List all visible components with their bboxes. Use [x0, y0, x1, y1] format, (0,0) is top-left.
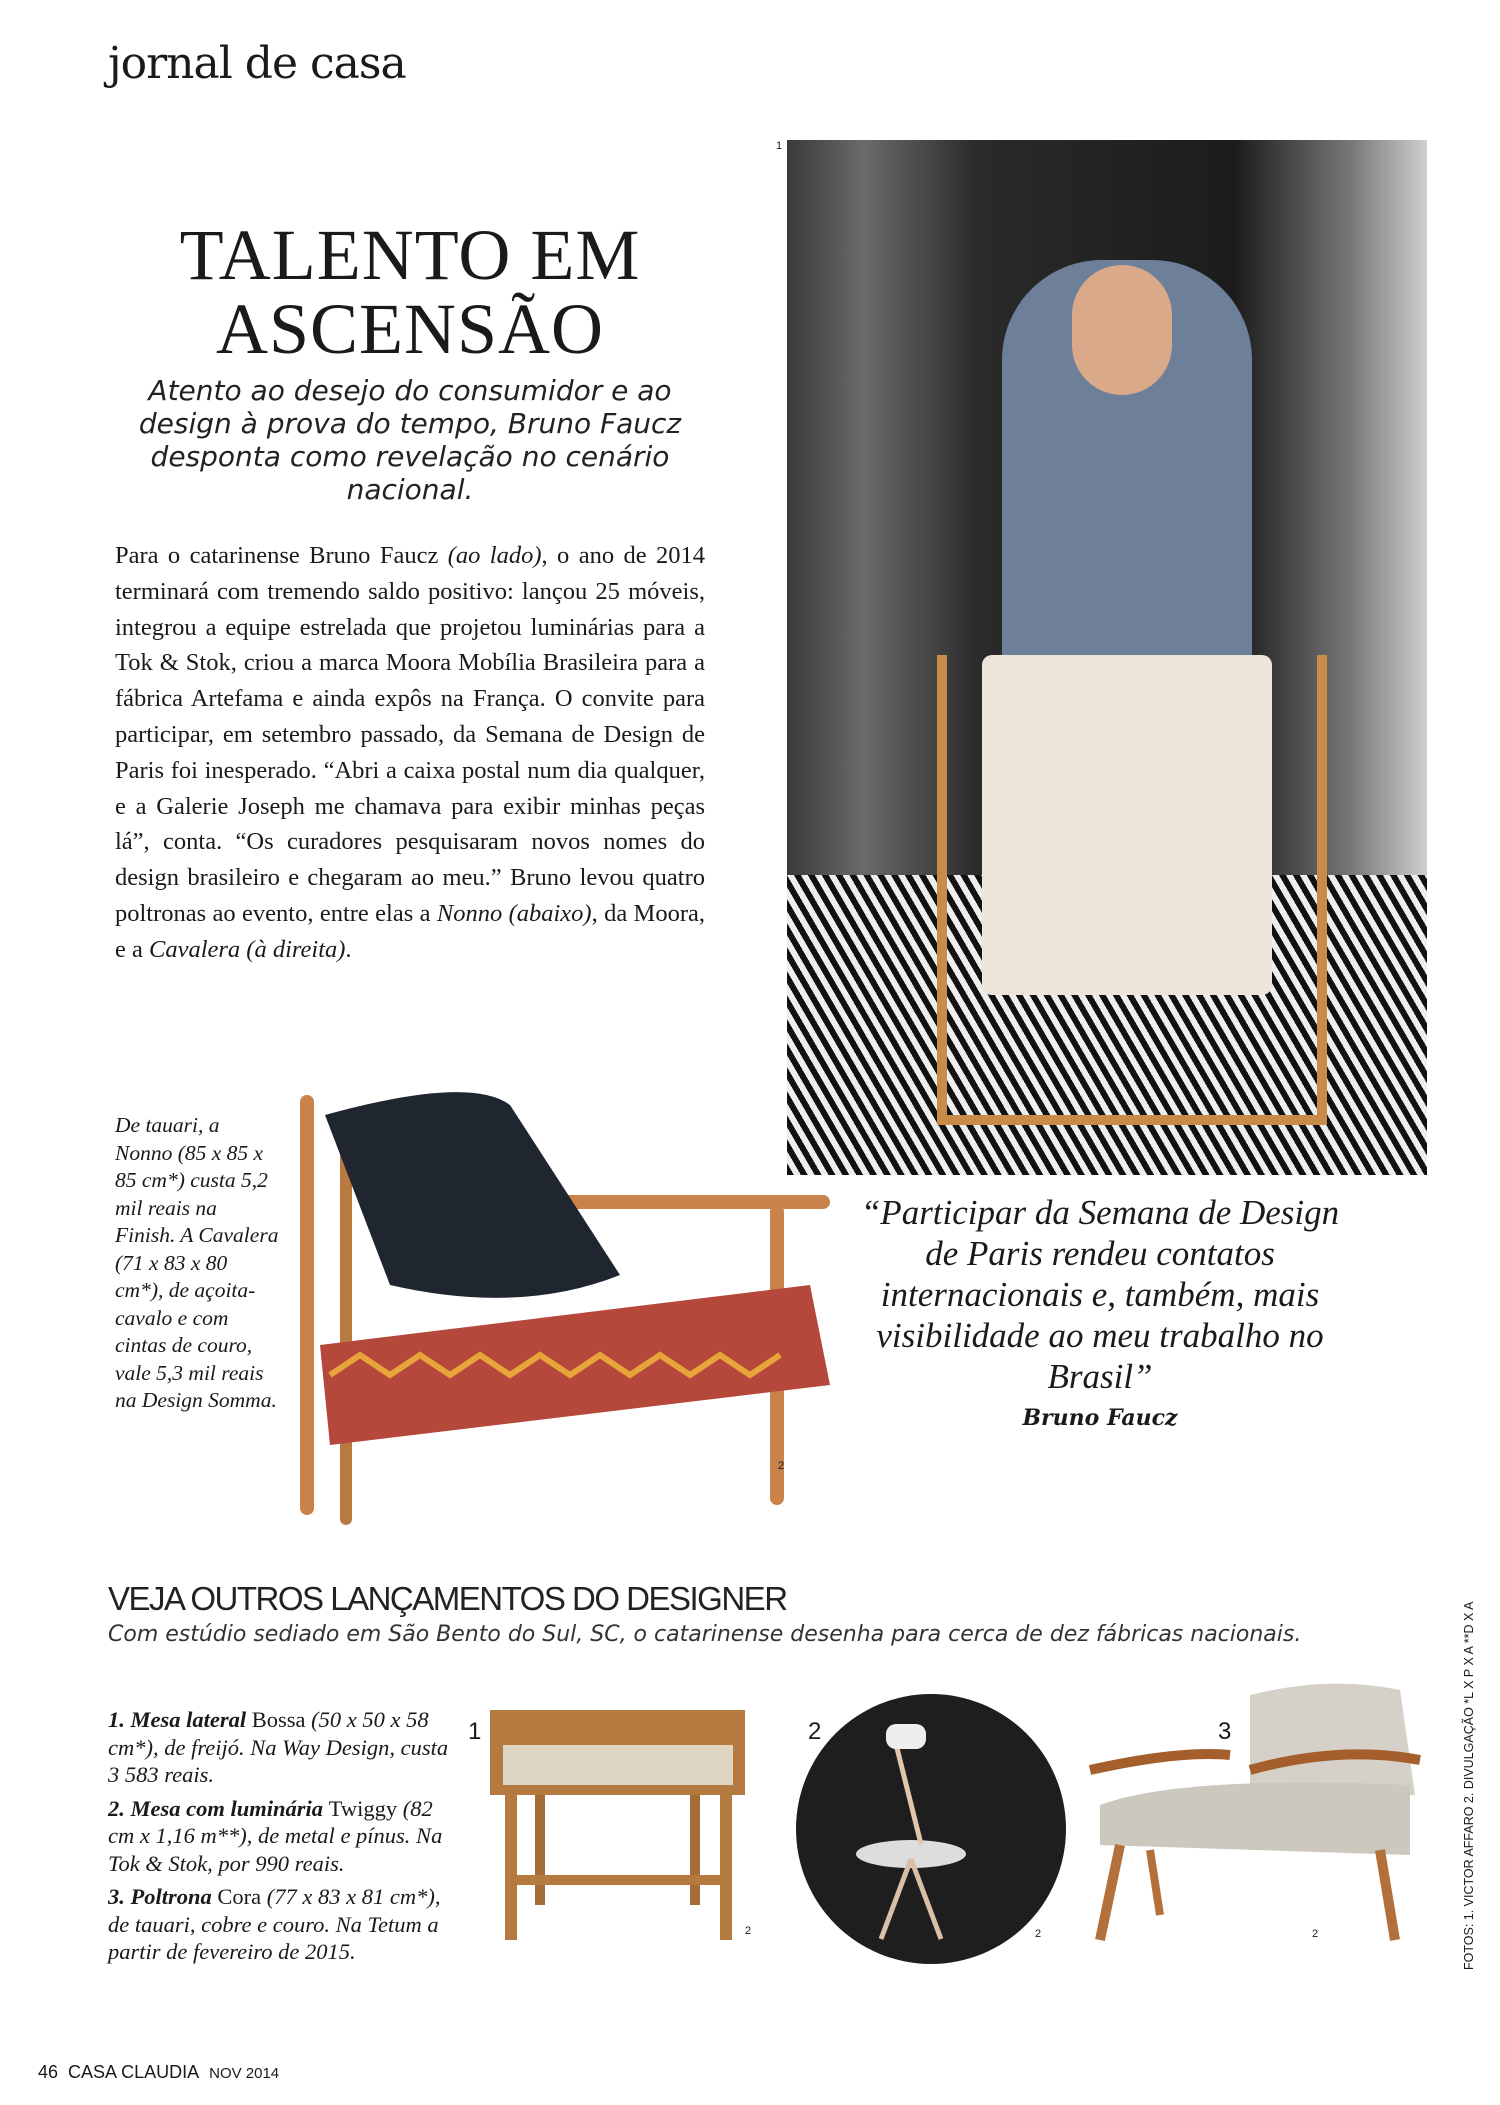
nonno-chair-image	[270, 1085, 850, 1535]
body-text: .	[345, 935, 352, 963]
twiggy-lamp-table-image	[796, 1694, 1066, 1964]
body-text: Cavalera (à direita)	[149, 935, 346, 963]
side-table-image	[485, 1705, 755, 1945]
list-item	[108, 1706, 453, 1789]
photo-credit-number: 2	[1035, 1928, 1042, 1940]
photo-credit-number: 2	[1312, 1928, 1319, 1940]
item-name: Twiggy	[328, 1795, 398, 1821]
item-name: Cora	[217, 1884, 262, 1909]
body-text: (ao lado)	[447, 542, 542, 569]
photo-credit-number: 2	[745, 1925, 752, 1937]
launches-list	[108, 1706, 453, 1972]
title-line: ASCENSÃO	[215, 289, 605, 369]
product-number: 2	[808, 1718, 822, 1745]
photo-label: 2	[778, 1460, 785, 1472]
photo-credits: FOTOS: 1. VICTOR AFFARO 2. DIVULGAÇÃO *L X P X A **D X A	[1462, 1601, 1476, 1970]
issue-date: NOV 2014	[209, 2065, 280, 2082]
body-text: Nonno (abaixo)	[436, 899, 592, 927]
item-type: Mesa com luminária	[130, 1795, 324, 1821]
product-number: 3	[1218, 1718, 1232, 1745]
photo-label: 1	[776, 140, 783, 152]
body-text: Para o catarinense Bruno Faucz	[115, 542, 448, 569]
item-number: 1.	[108, 1707, 125, 1732]
article-subtitle: Atento ao desejo do consumidor e ao design à prova do tempo, Bruno Faucz desponta como revelação no cenário nacional.	[138, 374, 682, 506]
item-type: Poltrona	[130, 1884, 212, 1909]
product-number: 1	[468, 1718, 482, 1745]
item-number: 2.	[108, 1795, 125, 1821]
item-name: Bossa	[251, 1707, 306, 1732]
page-footer	[38, 2062, 279, 2083]
quote-author: Bruno Faucz	[1022, 1405, 1178, 1431]
list-item	[108, 1883, 453, 1966]
cora-armchair-image	[1080, 1675, 1425, 1945]
title-line: TALENTO EM	[179, 215, 641, 295]
list-item	[108, 1795, 453, 1878]
item-desc: (50 x 50 x 58 cm*), de freijó. Na Way Design, custa 3 583 reais.	[108, 1707, 449, 1787]
body-text: , o ano de 2014 terminará com tremendo saldo positivo: lançou 25 móveis, integrou a equipe estrelada que projetou luminárias para a Tok & Stok, criou a marca Moora Mobília Brasileira para a fábrica Artefama e ainda expôs na França. O convite para participar, em setembro passado, da Semana de Design de Paris foi inesperado. “Abri a caixa postal num dia qualquer, e a Galerie Joseph me chamava para exibir minhas peças lá”, conta. “Os curadores pesquisaram novos nomes do design brasileiro e chegaram ao meu.” Bruno levou quatro poltronas ao evento, entre elas a	[115, 542, 706, 927]
section-title: jornal de casa	[108, 38, 406, 89]
item-desc: (77 x 83 x 81 cm*), de tauari, cobre e couro. Na Tetum a partir de fevereiro de 2015.	[108, 1884, 441, 1964]
item-type: Mesa lateral	[130, 1707, 247, 1732]
item-desc: (82 cm x 1,16 m**), de metal e pínus. Na Tok & Stok, por 990 reais.	[108, 1795, 443, 1876]
magazine-name: CASA CLAUDIA	[68, 2062, 200, 2082]
pull-quote-box	[860, 1192, 1340, 1431]
designer-photo	[787, 140, 1427, 1175]
chair-caption: De tauari, a Nonno (85 x 85 x 85 cm*) custa 5,2 mil reais na Finish. A Cavalera (71 x 83 x 80 cm*), de açoita-cavalo e com cintas de couro, vale 5,3 mil reais na Design Somma.	[115, 1113, 279, 1412]
page-number: 46	[38, 2062, 59, 2082]
article-body	[115, 538, 705, 968]
item-number: 3.	[108, 1884, 125, 1909]
launches-heading: VEJA OUTROS LANÇAMENTOS DO DESIGNER	[108, 1580, 787, 1617]
launches-subheading: Com estúdio sediado em São Bento do Sul, SC, o catarinense desenha para cerca de dez fábricas nacionais.	[108, 1622, 1302, 1647]
article-column	[110, 215, 710, 968]
article-title	[110, 215, 710, 369]
pull-quote: “Participar da Semana de Design de Paris rendeu contatos internacionais e, também, mais visibilidade ao meu trabalho no Brasil”	[860, 1193, 1340, 1396]
body-text: , da Moora, e a	[115, 899, 705, 963]
